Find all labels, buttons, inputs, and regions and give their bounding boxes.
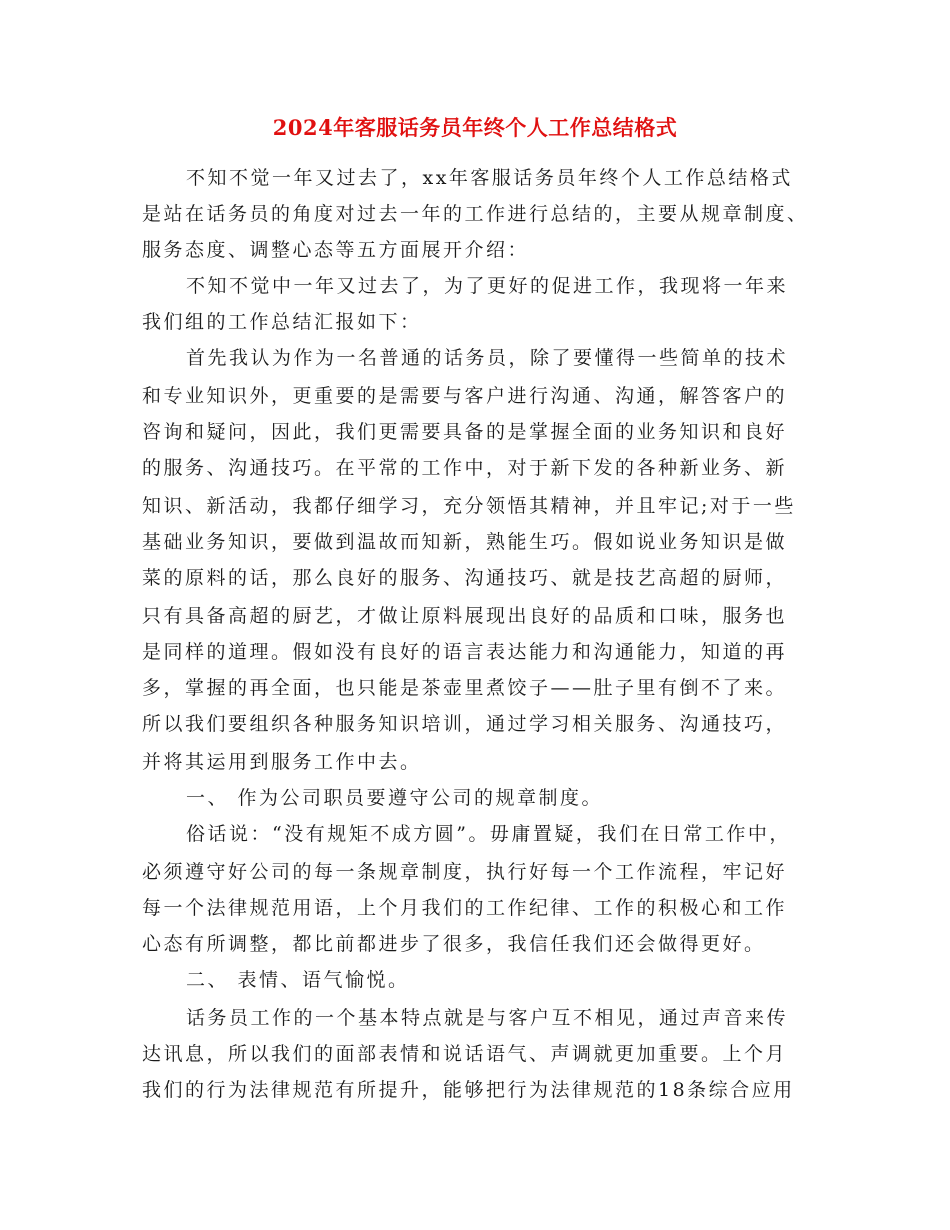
section-heading-1: 一、 作为公司职员要遵守公司的规章制度。 <box>186 787 604 809</box>
paragraph-line: 我们组的工作总结汇报如下： <box>142 311 422 333</box>
paragraph-line: 每一个法律规范用语，上个月我们的工作纪律、工作的积极心和工作 <box>142 897 788 919</box>
paragraph-line: 的服务、沟通技巧。在平常的工作中，对于新下发的各种新业务、新 <box>142 457 788 479</box>
paragraph-line: 咨询和疑问，因此，我们更需要具备的是掌握全面的业务知识和良好 <box>142 421 788 443</box>
paragraph-line: 心态有所调整，都比前都进步了很多，我信任我们还会做得更好。 <box>142 933 766 955</box>
paragraph-line: 必须遵守好公司的每一条规章制度，执行好每一个工作流程，牢记好 <box>142 861 788 883</box>
paragraph-line: 并将其运用到服务工作中去。 <box>142 751 422 773</box>
paragraph-line: 不知不觉一年又过去了，xx年客服话务员年终个人工作总结格式 <box>186 167 793 189</box>
paragraph-line: 首先我认为作为一名普通的话务员，除了要懂得一些简单的技术 <box>186 347 789 369</box>
section-heading-2: 二、 表情、语气愉悦。 <box>186 969 410 991</box>
paragraph-line: 知识、新活动，我都仔细学习，充分领悟其精神，并且牢记;对于一些 <box>142 495 796 517</box>
paragraph-line: 俗话说：“没有规矩不成方圆”。毋庸置疑，我们在日常工作中， <box>186 823 791 845</box>
paragraph-line: 多，掌握的再全面，也只能是茶壶里煮饺子——肚子里有倒不了来。 <box>142 677 788 699</box>
document-title: 2024年客服话务员年终个人工作总结格式 <box>272 115 678 140</box>
paragraph-line: 所以我们要组织各种服务知识培训，通过学习相关服务、沟通技巧， <box>142 713 788 735</box>
paragraph-line: 服务态度、调整心态等五方面展开介绍： <box>142 239 530 261</box>
paragraph-line: 达讯息，所以我们的面部表情和说话语气、声调就更加重要。上个月 <box>142 1043 788 1065</box>
paragraph-line: 话务员工作的一个基本特点就是与客户互不相见，通过声音来传 <box>186 1007 789 1029</box>
paragraph-line: 和专业知识外，更重要的是需要与客户进行沟通、沟通，解答客户的 <box>142 385 788 407</box>
paragraph-line: 只有具备高超的厨艺，才做让原料展现出良好的品质和口味，服务也 <box>142 605 788 627</box>
paragraph-line: 我们的行为法律规范有所提升，能够把行为法律规范的18条综合应用 <box>142 1079 795 1101</box>
paragraph-line: 是同样的道理。假如没有良好的语言表达能力和沟通能力，知道的再 <box>142 641 788 663</box>
paragraph-line: 菜的原料的话，那么良好的服务、沟通技巧、就是技艺高超的厨师， <box>142 567 788 589</box>
paragraph-line: 不知不觉中一年又过去了，为了更好的促进工作，我现将一年来 <box>186 275 789 297</box>
paragraph-line: 是站在话务员的角度对过去一年的工作进行总结的，主要从规章制度、 <box>142 203 809 225</box>
paragraph-line: 基础业务知识，要做到温故而知新，熟能生巧。假如说业务知识是做 <box>142 531 788 553</box>
